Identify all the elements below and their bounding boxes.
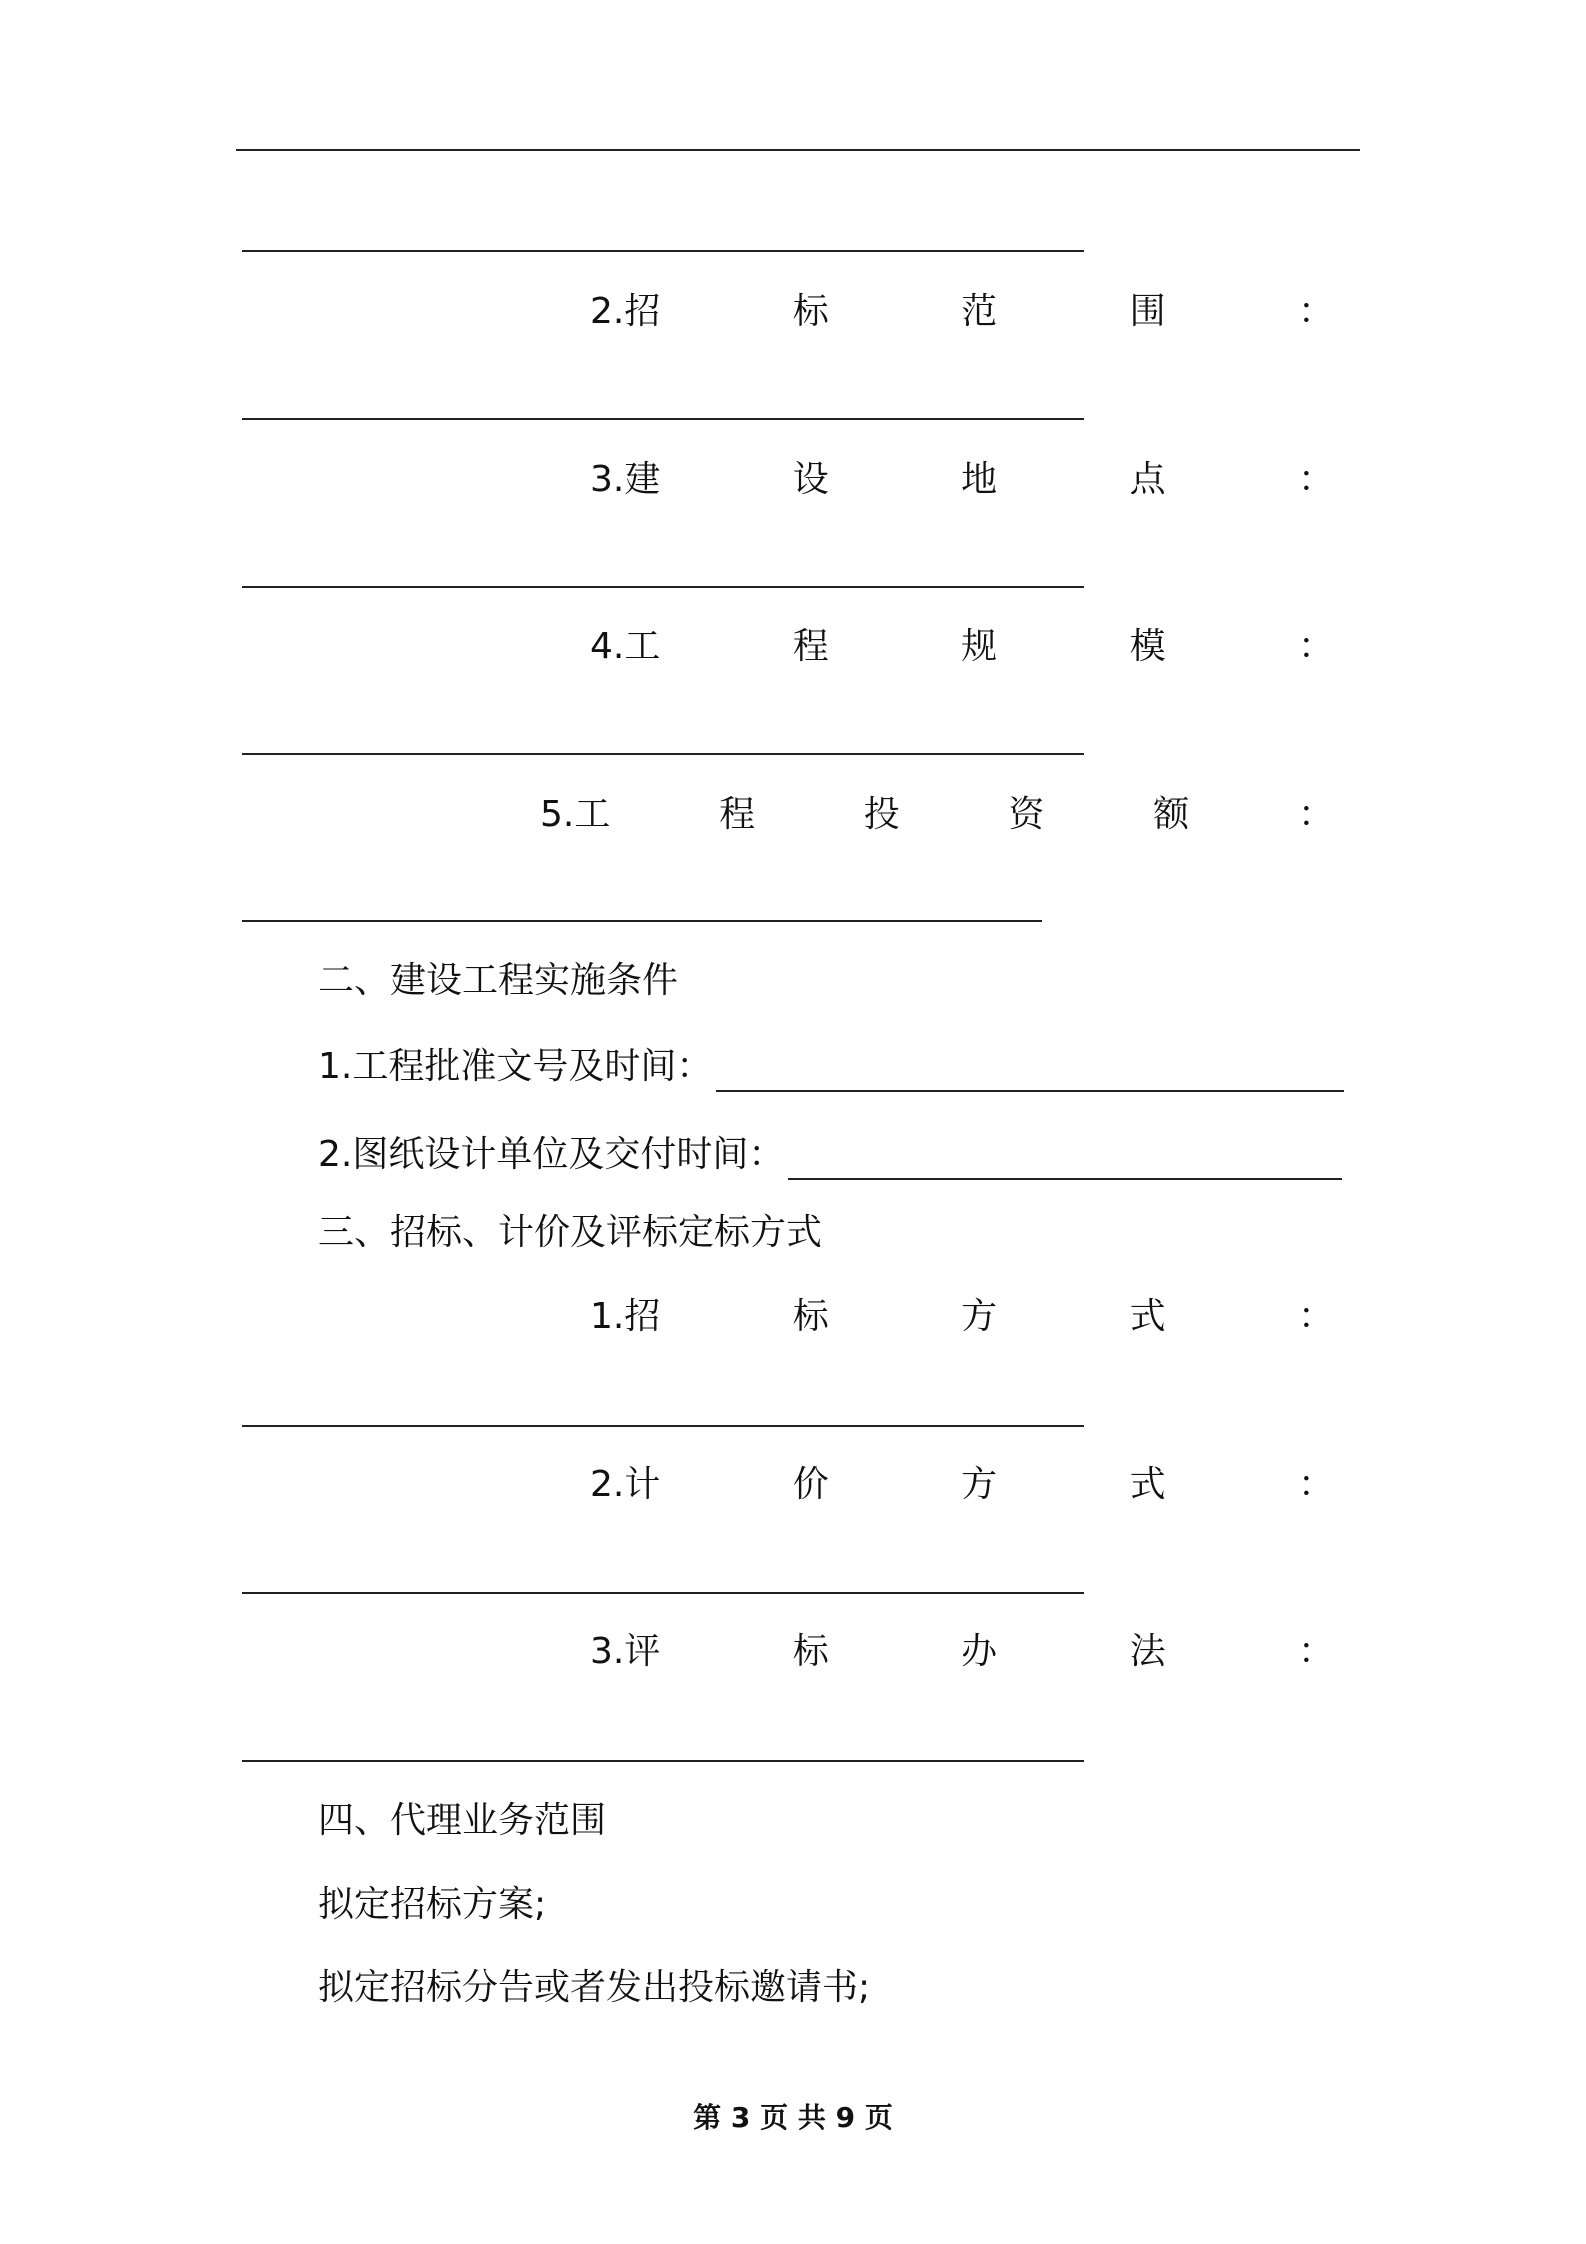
field-label: 2.图纸设计单位及交付时间： <box>318 1134 785 1175</box>
field-label-part: 5.工 <box>540 794 611 835</box>
field-label-part: 程 <box>719 794 756 835</box>
field-label-part: 2.招 <box>590 291 661 332</box>
field-label-part: 规 <box>961 626 998 667</box>
field-label-part: 额 <box>1153 794 1190 835</box>
field-colon: ： <box>1297 1464 1334 1505</box>
field-label-part: 3.建 <box>590 459 661 500</box>
field-label-part: 投 <box>863 794 900 835</box>
field-label-part: 4.工 <box>590 626 661 667</box>
section-heading: 四、代理业务范围 <box>318 1800 607 1841</box>
answer-blank <box>242 250 1084 252</box>
field-colon: ： <box>1297 291 1334 332</box>
field-label-part: 标 <box>792 1631 829 1672</box>
field-colon: ： <box>1297 1631 1334 1672</box>
field-pricing-method <box>590 1460 1334 1510</box>
field-label-part: 方 <box>961 1464 998 1505</box>
field-label-part: 模 <box>1129 626 1166 667</box>
field-bidding-method <box>590 1292 1334 1342</box>
paragraph-line: 拟定招标方案; <box>318 1884 547 1925</box>
field-label-part: 地 <box>961 459 998 500</box>
answer-blank[interactable] <box>242 418 1084 420</box>
answer-blank[interactable] <box>716 1050 1344 1092</box>
answer-blank[interactable] <box>242 1425 1084 1427</box>
field-label-part: 3.评 <box>590 1631 661 1672</box>
field-label-part: 标 <box>792 291 829 332</box>
answer-blank[interactable] <box>242 920 1042 922</box>
field-label-part: 范 <box>961 291 998 332</box>
field-label-part: 1.招 <box>590 1296 661 1337</box>
answer-blank[interactable] <box>242 753 1084 755</box>
field-investment-amount <box>540 790 1334 840</box>
section-heading: 三、招标、计价及评标定标方式 <box>318 1212 823 1253</box>
field-colon: ： <box>1297 626 1334 667</box>
field-construction-site <box>590 455 1334 505</box>
page-number: 第 3 页 共 9 页 <box>693 2101 893 2134</box>
field-evaluation-method <box>590 1627 1334 1677</box>
field-label-part: 方 <box>961 1296 998 1337</box>
answer-blank[interactable] <box>242 586 1084 588</box>
field-label-part: 式 <box>1129 1296 1166 1337</box>
field-label-part: 点 <box>1129 459 1166 500</box>
answer-blank[interactable] <box>242 1592 1084 1594</box>
field-colon: ： <box>1297 794 1334 835</box>
answer-blank[interactable] <box>788 1138 1342 1180</box>
field-label-part: 围 <box>1129 291 1166 332</box>
field-label-part: 程 <box>792 626 829 667</box>
paragraph-line: 拟定招标分告或者发出投标邀请书; <box>318 1967 871 2008</box>
section-heading: 二、建设工程实施条件 <box>318 960 679 1001</box>
field-label-part: 法 <box>1129 1631 1166 1672</box>
field-label-part: 办 <box>961 1631 998 1672</box>
field-bidding-scope <box>590 287 1334 337</box>
field-label-part: 价 <box>792 1464 829 1505</box>
field-label-part: 标 <box>792 1296 829 1337</box>
answer-blank[interactable] <box>242 1760 1084 1762</box>
field-label-part: 资 <box>1008 794 1045 835</box>
field-label: 1.工程批准文号及时间： <box>318 1046 713 1087</box>
field-approval-number <box>318 1042 1344 1092</box>
field-design-unit <box>318 1130 1342 1180</box>
field-label-part: 设 <box>792 459 829 500</box>
field-label-part: 式 <box>1129 1464 1166 1505</box>
field-project-scale <box>590 622 1334 672</box>
field-colon: ： <box>1297 459 1334 500</box>
field-colon: ： <box>1297 1296 1334 1337</box>
header-rule <box>236 149 1360 151</box>
field-label-part: 2.计 <box>590 1464 661 1505</box>
